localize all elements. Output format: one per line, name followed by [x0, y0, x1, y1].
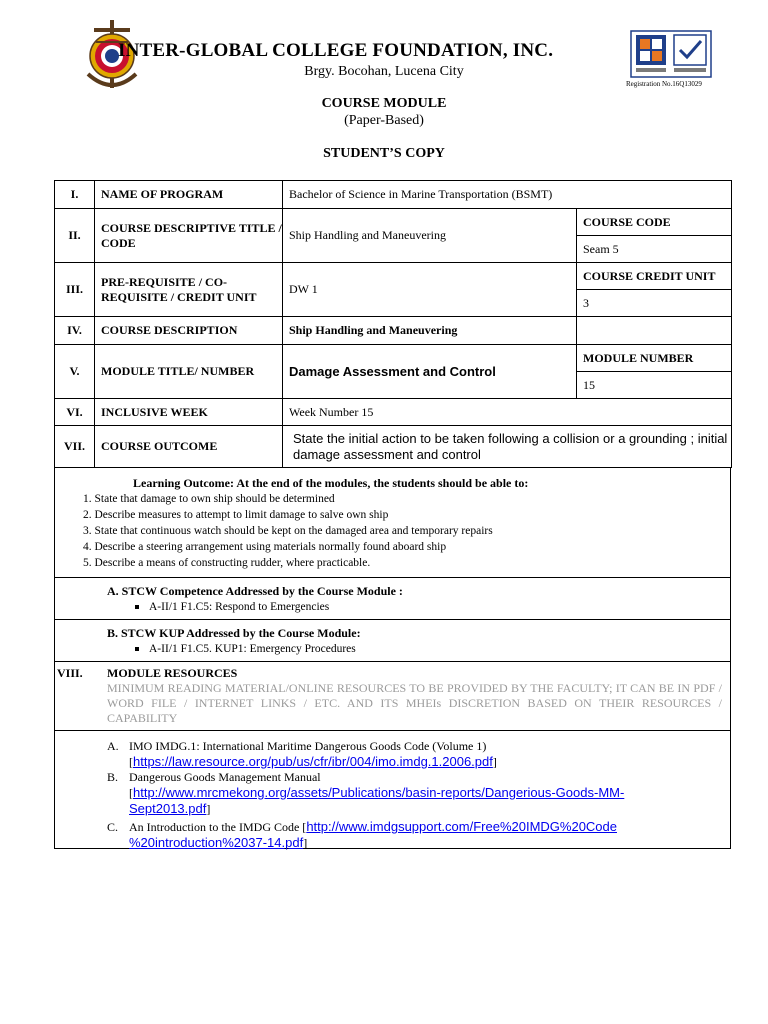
row-label: NAME OF PROGRAM — [95, 181, 283, 209]
stcw-kup-section — [54, 620, 731, 662]
list-item: 3. State that continuous watch should be kept on the damaged area and temporary repairs — [83, 525, 493, 537]
table-row — [55, 263, 732, 290]
reference-letter: A. — [107, 739, 119, 753]
bracket: ] — [303, 836, 308, 850]
module-number-header: MODULE NUMBER — [577, 345, 732, 372]
reference-link[interactable]: http://www.imdgsupport.com/Free%20IMDG%20Code — [306, 819, 617, 834]
inclusive-week: Week Number 15 — [283, 399, 732, 426]
reference-list — [54, 731, 731, 849]
module-number-value: 15 — [577, 372, 732, 399]
reference-letter: B. — [107, 770, 119, 784]
program-name: Bachelor of Science in Marine Transportation (BSMT) — [283, 181, 732, 209]
row-number: VII. — [55, 426, 95, 468]
row-label: INCLUSIVE WEEK — [95, 399, 283, 426]
row-number: III. — [55, 263, 95, 317]
row-number: V. — [55, 345, 95, 399]
reference-link[interactable]: http://www.mrcmekong.org/assets/Publications/basin-reports/Dangerious-Goods-MM- — [133, 785, 625, 800]
reference-title: An Introduction to the IMDG Code [ — [129, 820, 307, 834]
row-number: I. — [55, 181, 95, 209]
lower-sections — [54, 468, 731, 849]
list-item: 5. Describe a means of constructing rudder, where practicable. — [83, 557, 371, 569]
course-description: Ship Handling and Maneuvering — [283, 317, 577, 345]
bracket: [ — [129, 786, 133, 800]
reference-letter: C. — [107, 820, 119, 834]
course-code-value: Seam 5 — [577, 236, 732, 263]
certification-logos — [630, 30, 712, 78]
list-item: 2. Describe measures to attempt to limit damage to salve own ship — [83, 509, 389, 521]
reference-link[interactable]: Sept2013.pdf — [129, 801, 207, 816]
learning-outcome-list — [55, 491, 730, 571]
reference-title: Dangerous Goods Management Manual — [129, 770, 321, 784]
prerequisite-value: DW 1 — [283, 263, 577, 317]
row-label: PRE-REQUISITE / CO-REQUISITE / CREDIT UNIT — [95, 263, 283, 317]
stcw-competence-heading: A. STCW Competence Addressed by the Course Module : — [107, 584, 403, 598]
bracket: ] — [492, 755, 497, 769]
row-label: MODULE TITLE/ NUMBER — [95, 345, 283, 399]
list-item — [135, 601, 730, 613]
bullet-icon — [135, 647, 139, 651]
reference-title: IMO IMDG.1: International Maritime Dangerous Goods Code (Volume 1) — [129, 739, 487, 753]
bullet-icon — [135, 605, 139, 609]
college-address: Brgy. Bocohan, Lucena City — [304, 64, 464, 79]
stcw-kup-heading: B. STCW KUP Addressed by the Course Module: — [107, 626, 361, 640]
course-title: Ship Handling and Maneuvering — [283, 209, 577, 263]
table-row — [55, 426, 732, 468]
stcw-kup-item: A-II/1 F1.C5. KUP1: Emergency Procedures — [149, 643, 356, 655]
stcw-competence-item: A-II/1 F1.C5: Respond to Emergencies — [149, 601, 330, 613]
course-info-table — [54, 180, 732, 468]
empty-cell — [577, 317, 732, 345]
table-row — [55, 399, 732, 426]
college-name: INTER-GLOBAL COLLEGE FOUNDATION, INC. — [118, 40, 554, 61]
stcw-competence-section — [54, 578, 731, 620]
learning-outcome-section — [54, 468, 731, 578]
module-subtitle: (Paper-Based) — [344, 113, 424, 128]
module-title: COURSE MODULE — [321, 96, 447, 111]
resources-heading: MODULE RESOURCES — [107, 666, 238, 680]
row-label: COURSE DESCRIPTION — [95, 317, 283, 345]
reference-link[interactable]: https://law.resource.org/pub/us/cfr/ibr/004/imo.imdg.1.2006.pdf — [133, 754, 493, 769]
resources-note: MINIMUM READING MATERIAL/ONLINE RESOURCES TO BE PROVIDED BY THE FACULTY; IT CAN BE IN PDF / WORD FILE / INTERNET LINKS / ETC. AND ITS MHEIs DISCRETION BASED ON THEIR RESOURCES / CAPABILITY — [107, 681, 722, 725]
credit-unit-value: 3 — [577, 290, 732, 317]
row-number: IV. — [55, 317, 95, 345]
credit-unit-header: COURSE CREDIT UNIT — [577, 263, 732, 290]
module-resources-section — [54, 662, 731, 731]
reference-item — [55, 739, 730, 770]
module-title-value: Damage Assessment and Control — [283, 345, 577, 399]
list-item: 4. Describe a steering arrangement using materials normally found aboard ship — [83, 541, 447, 553]
table-row — [55, 209, 732, 236]
row-number: II. — [55, 209, 95, 263]
row-label: COURSE DESCRIPTIVE TITLE / CODE — [95, 209, 283, 263]
reference-item — [55, 819, 730, 851]
registration-number: Registration No.16Q13029 — [626, 80, 702, 88]
students-copy-label: STUDENT’S COPY — [323, 146, 445, 161]
table-row — [55, 317, 732, 345]
course-outcome: State the initial action to be taken following a collision or a grounding ; initial damage assessment and control — [283, 426, 732, 468]
learning-outcome-heading: Learning Outcome: At the end of the modules, the students should be able to: — [133, 476, 529, 490]
list-item — [135, 643, 730, 655]
bracket: ] — [206, 802, 211, 816]
table-row — [55, 181, 732, 209]
row-number: VI. — [55, 399, 95, 426]
row-label: COURSE OUTCOME — [95, 426, 283, 468]
reference-item — [55, 770, 730, 817]
bracket: [ — [129, 755, 133, 769]
row-number: VIII. — [57, 666, 83, 680]
table-row — [55, 345, 732, 372]
reference-link[interactable]: %20introduction%2037-14.pdf — [129, 835, 304, 850]
list-item: 1. State that damage to own ship should be determined — [83, 493, 335, 505]
course-code-header: COURSE CODE — [577, 209, 732, 236]
